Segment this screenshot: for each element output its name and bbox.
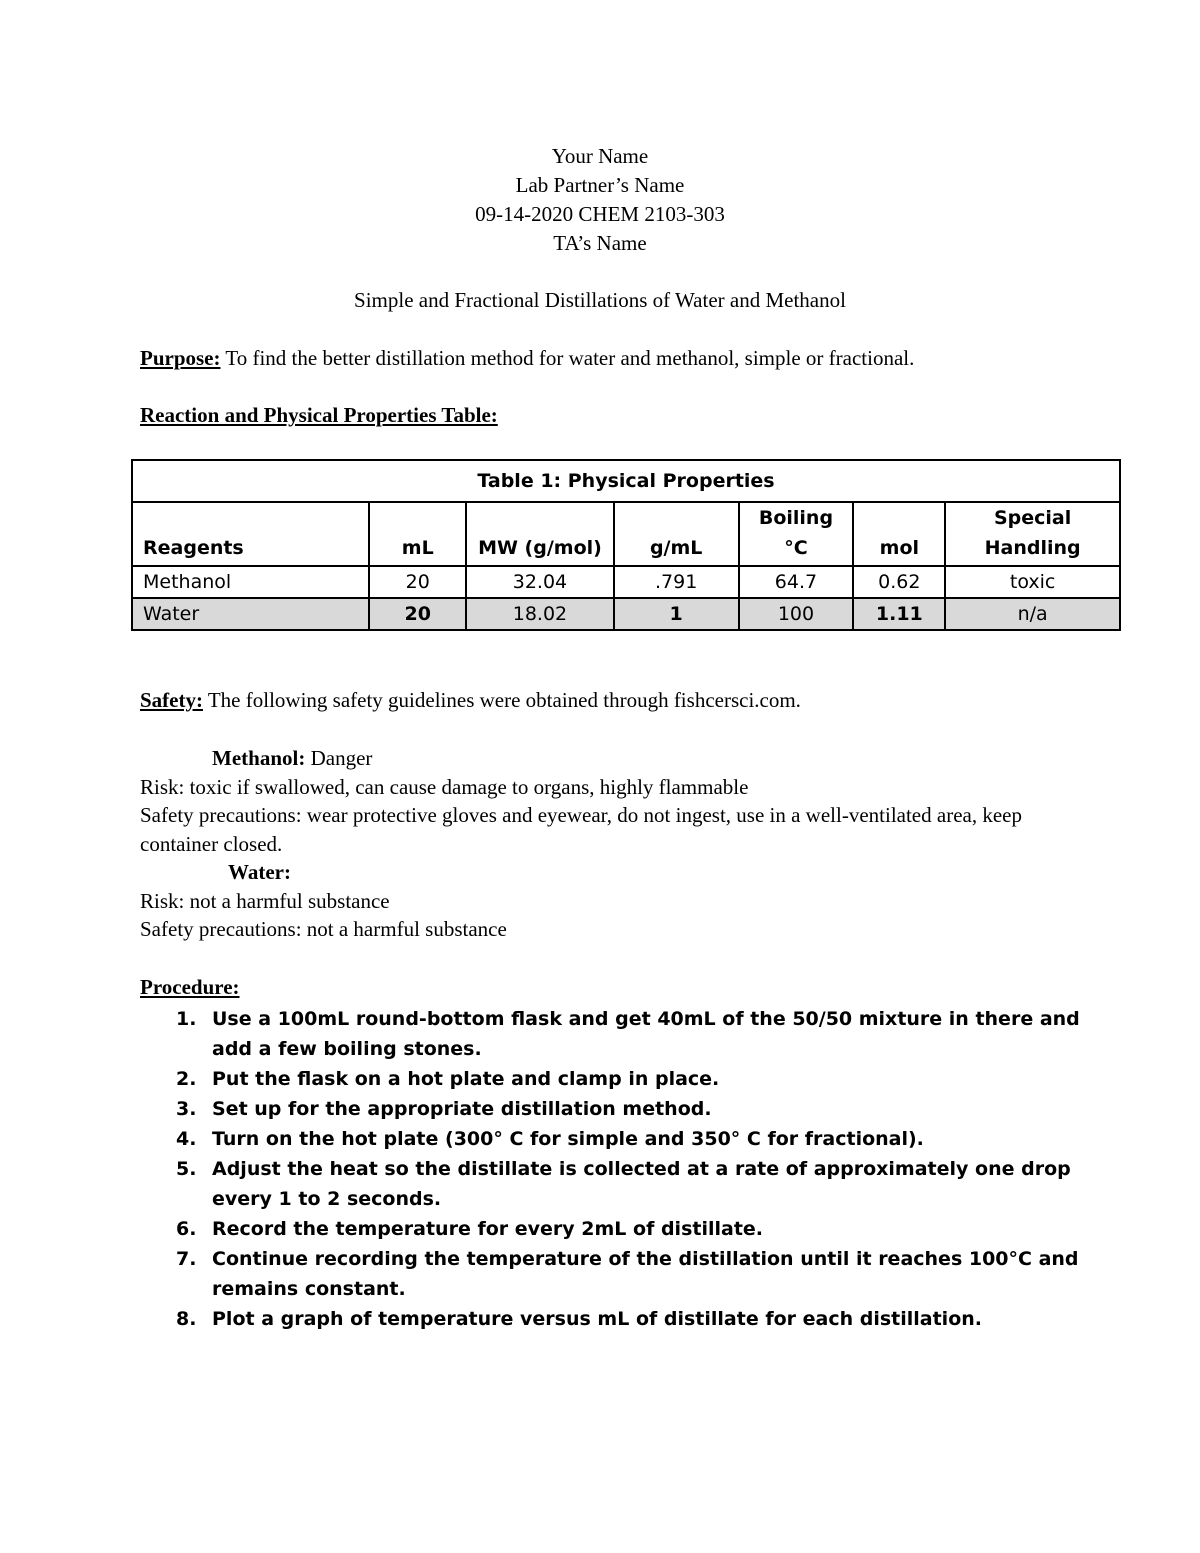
table-caption: Table 1: Physical Properties	[132, 460, 1120, 502]
methanol-risk: Risk: toxic if swallowed, can cause damage to organs, highly flammable	[140, 774, 749, 799]
step-number: 3.	[176, 1098, 197, 1120]
table-cell: 64.7	[739, 566, 854, 598]
safety-label: Safety:	[140, 688, 203, 712]
step-text: Adjust the heat so the distillate is collected at a rate of approximately one drop every 1 to 2 seconds.	[212, 1158, 1071, 1210]
table-row	[132, 566, 1120, 598]
header-cell-line: Handling	[984, 537, 1081, 559]
ta-name: TA’s Name	[553, 231, 647, 255]
header-cell-line: Special	[993, 507, 1072, 529]
water-risk: Risk: not a harmful substance	[140, 888, 390, 913]
step-text: Set up for the appropriate distillation method.	[212, 1098, 712, 1120]
step-text: Use a 100mL round-bottom flask and get 40mL of the 50/50 mixture in there and add a few boiling stones.	[212, 1008, 1080, 1060]
table-cell: 20	[369, 598, 466, 630]
table-cell: 100	[739, 598, 854, 630]
water-precautions: Safety precautions: not a harmful substance	[140, 917, 507, 941]
table-cell: .791	[614, 566, 739, 598]
header-cell: MW (g/mol)	[466, 502, 614, 566]
table-cell: 1	[614, 598, 739, 630]
purpose-text: To find the better distillation method for water and methanol, simple or fractional.	[220, 346, 915, 370]
step-text: Turn on the hot plate (300° C for simple and 350° C for fractional).	[212, 1128, 924, 1150]
header-cell-special-handling	[945, 502, 1120, 566]
table-cell: 32.04	[466, 566, 614, 598]
procedure-heading: Procedure:	[140, 975, 240, 999]
step-text: Continue recording the temperature of the distillation until it reaches 100°C and remains constant.	[212, 1248, 1079, 1300]
table-cell: Methanol	[132, 566, 369, 598]
date-course: 09-14-2020 CHEM 2103-303	[475, 202, 725, 226]
list-item	[140, 1304, 1080, 1334]
step-text: Put the flask on a hot plate and clamp in place.	[212, 1068, 720, 1090]
document-title: Simple and Fractional Distillations of Water and Methanol	[354, 288, 846, 312]
purpose-label: Purpose:	[140, 346, 221, 370]
purpose-paragraph	[140, 346, 914, 371]
methanol-hazard-line	[140, 744, 1100, 773]
header-block	[0, 142, 1200, 258]
step-number: 4.	[176, 1128, 197, 1150]
table-cell: toxic	[945, 566, 1120, 598]
list-item	[140, 1214, 1080, 1244]
table-section-heading: Reaction and Physical Properties Table:	[140, 403, 498, 427]
procedure-list	[140, 1004, 1080, 1334]
step-number: 5.	[176, 1158, 197, 1180]
step-number: 7.	[176, 1248, 197, 1270]
methanol-precautions: Safety precautions: wear protective gloves and eyewear, do not ingest, use in a well-ventilated area, keep container closed.	[140, 803, 1022, 856]
header-cell: mol	[853, 502, 945, 566]
step-text: Plot a graph of temperature versus mL of distillate for each distillation.	[212, 1308, 982, 1330]
step-number: 2.	[176, 1068, 197, 1090]
safety-text: The following safety guidelines were obtained through fishcersci.com.	[202, 688, 801, 712]
list-item	[140, 1004, 1080, 1064]
table-cell: 0.62	[853, 566, 945, 598]
student-name: Your Name	[551, 144, 649, 168]
header-cell: mL	[369, 502, 466, 566]
methanol-label: Methanol:	[212, 746, 306, 770]
physical-properties-table	[131, 459, 1121, 631]
safety-details	[140, 744, 1100, 944]
list-item	[140, 1124, 1080, 1154]
lab-partner-name: Lab Partner’s Name	[515, 173, 685, 197]
table-header-row	[132, 502, 1120, 566]
water-label: Water:	[228, 860, 291, 884]
table-row	[132, 598, 1120, 630]
header-cell: g/mL	[614, 502, 739, 566]
step-number: 8.	[176, 1308, 197, 1330]
safety-paragraph	[140, 688, 801, 713]
step-number: 1.	[176, 1008, 197, 1030]
table-cell: n/a	[945, 598, 1120, 630]
header-cell: Boiling °C	[739, 502, 854, 566]
step-text: Record the temperature for every 2mL of distillate.	[212, 1218, 764, 1240]
table-cell: 20	[369, 566, 466, 598]
list-item	[140, 1094, 1080, 1124]
header-cell: Reagents	[132, 502, 369, 566]
list-item	[140, 1154, 1080, 1214]
table-cell: 18.02	[466, 598, 614, 630]
table-cell: Water	[132, 598, 369, 630]
table-cell: 1.11	[853, 598, 945, 630]
methanol-hazard: Danger	[305, 746, 373, 770]
list-item	[140, 1064, 1080, 1094]
step-number: 6.	[176, 1218, 197, 1240]
list-item	[140, 1244, 1080, 1304]
